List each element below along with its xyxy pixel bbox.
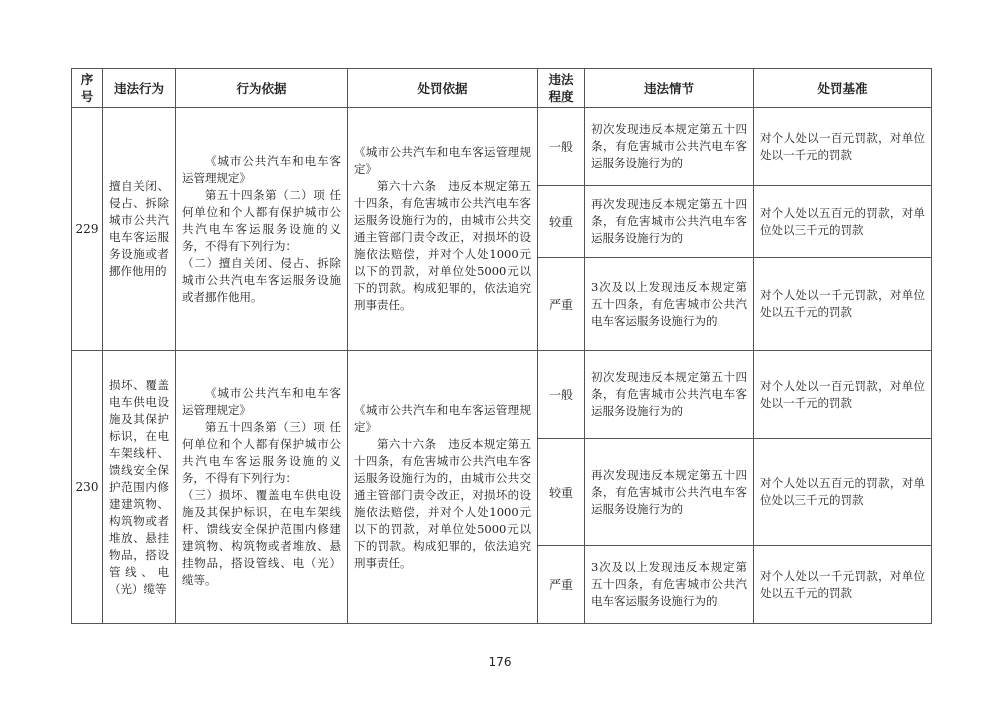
level-cell: 严重 <box>538 546 585 624</box>
situation-cell <box>585 439 754 546</box>
level-cell: 较重 <box>538 186 585 258</box>
basis-clause: 第五十四条第（三）项 任何单位和个人都有保护城市公共汽电车客运服务设施的义务，不得有下列行为： <box>182 420 341 485</box>
header-basis: 行为依据 <box>176 69 348 108</box>
violation-cell <box>103 351 176 624</box>
situation-text: 3次及以上发现违反本规定第五十四条，有危害城市公共汽电车客运服务设施行为的 <box>591 279 747 328</box>
situation-text: 再次发现违反本规定第五十四条，有危害城市公共汽电车客运服务设施行为的 <box>591 467 747 516</box>
standard-cell <box>754 108 932 186</box>
situation-cell <box>585 351 754 439</box>
header-act: 违法行为 <box>103 69 176 108</box>
standard-text: 对个人处以五百元的罚款，对单位处以三千元的罚款 <box>760 476 925 507</box>
basis-cell <box>176 351 348 624</box>
row-number: 229 <box>72 108 103 351</box>
penalty-clause: 第六十六条 违反本规定第五十四条，有危害城市公共汽电车客运服务设施行为的，由城市公共交通主管部门责令改正，对损坏的设施依法赔偿，并对个人处1000元以下的罚款，对单位处5000元以下的罚款。构成犯罪的，依法追究刑事责任。 <box>354 437 531 570</box>
level-cell: 一般 <box>538 351 585 439</box>
penalty-clause: 第六十六条 违反本规定第五十四条，有危害城市公共汽电车客运服务设施行为的，由城市公共交通主管部门责令改正，对损坏的设施依法赔偿，并对个人处1000元以下的罚款，对单位处5000元以下的罚款。构成犯罪的，依法追究刑事责任。 <box>354 179 531 312</box>
header-situation: 违法情节 <box>585 69 754 108</box>
level-cell: 一般 <box>538 108 585 186</box>
basis-clause: 第五十四条第（二）项 任何单位和个人都有保护城市公共汽电车客运服务设施的义务，不得有下列行为： <box>182 187 341 253</box>
standard-cell <box>754 351 932 439</box>
table-row <box>72 108 932 186</box>
penalty-table <box>71 68 932 624</box>
standard-text: 对个人处以一千元罚款，对单位处以五千元的罚款 <box>760 568 925 600</box>
level-cell: 严重 <box>538 258 585 351</box>
standard-cell <box>754 439 932 546</box>
standard-text: 对个人处以一百元罚款，对单位处以一千元的罚款 <box>760 378 925 410</box>
situation-text: 3次及以上发现违反本规定第五十四条，有危害城市公共汽电车客运服务设施行为的 <box>591 560 747 608</box>
basis-item: （三）损坏、覆盖电车供电设施及其保护标识，在电车架线杆、馈线安全保护范围内修建建筑物、构筑物或者堆放、悬挂物品，搭设管线、电（光）缆等。 <box>182 488 341 587</box>
penalty-reference: 《城市公共汽车和电车客运管理规定》 <box>354 145 531 176</box>
standard-cell <box>754 258 932 351</box>
row-number: 230 <box>72 351 103 624</box>
table-row <box>72 351 932 439</box>
header-standard: 处罚基准 <box>754 69 932 108</box>
basis-cell <box>176 108 348 351</box>
header-num: 序号 <box>72 69 103 108</box>
standard-text: 对个人处以五百元的罚款，对单位处以三千元的罚款 <box>760 205 925 237</box>
standard-cell <box>754 546 932 624</box>
standard-text: 对个人处以一百元罚款，对单位处以一千元的罚款 <box>760 130 925 162</box>
violation-cell <box>103 108 176 351</box>
penalty-cell <box>348 351 538 624</box>
situation-text: 再次发现违反本规定第五十四条，有危害城市公共汽电车客运服务设施行为的 <box>591 197 747 245</box>
penalty-reference: 《城市公共汽车和电车客运管理规定》 <box>354 403 531 434</box>
situation-cell <box>585 186 754 258</box>
situation-cell <box>585 546 754 624</box>
standard-text: 对个人处以一千元罚款，对单位处以五千元的罚款 <box>760 288 925 319</box>
standard-cell <box>754 186 932 258</box>
header-level: 违法程度 <box>538 69 585 108</box>
penalty-cell <box>348 108 538 351</box>
level-cell: 较重 <box>538 439 585 546</box>
situation-text: 初次发现违反本规定第五十四条，有危害城市公共汽电车客运服务设施行为的 <box>591 370 747 418</box>
basis-item: （二）擅自关闭、侵占、拆除城市公共汽电车客运服务设施或者挪作他用。 <box>182 255 341 304</box>
situation-cell <box>585 108 754 186</box>
header-penalty: 处罚依据 <box>348 69 538 108</box>
table-header-row <box>72 69 932 108</box>
page-number: 176 <box>488 655 512 669</box>
basis-reference: 《城市公共汽车和电车客运管理规定》 <box>182 153 341 185</box>
basis-reference: 《城市公共汽车和电车客运管理规定》 <box>182 386 341 417</box>
violation-text: 损坏、覆盖电车供电设施及其保护标识，在电车架线杆、馈线安全保护范围内修建建筑物、构筑物或者堆放、悬挂物品，搭设管线、电（光）缆等 <box>109 377 169 596</box>
situation-text: 初次发现违反本规定第五十四条，有危害城市公共汽电车客运服务设施行为的 <box>591 122 747 170</box>
violation-text: 擅自关闭、侵占、拆除城市公共汽电车客运服务设施或者挪作他用的 <box>109 179 169 278</box>
situation-cell <box>585 258 754 351</box>
